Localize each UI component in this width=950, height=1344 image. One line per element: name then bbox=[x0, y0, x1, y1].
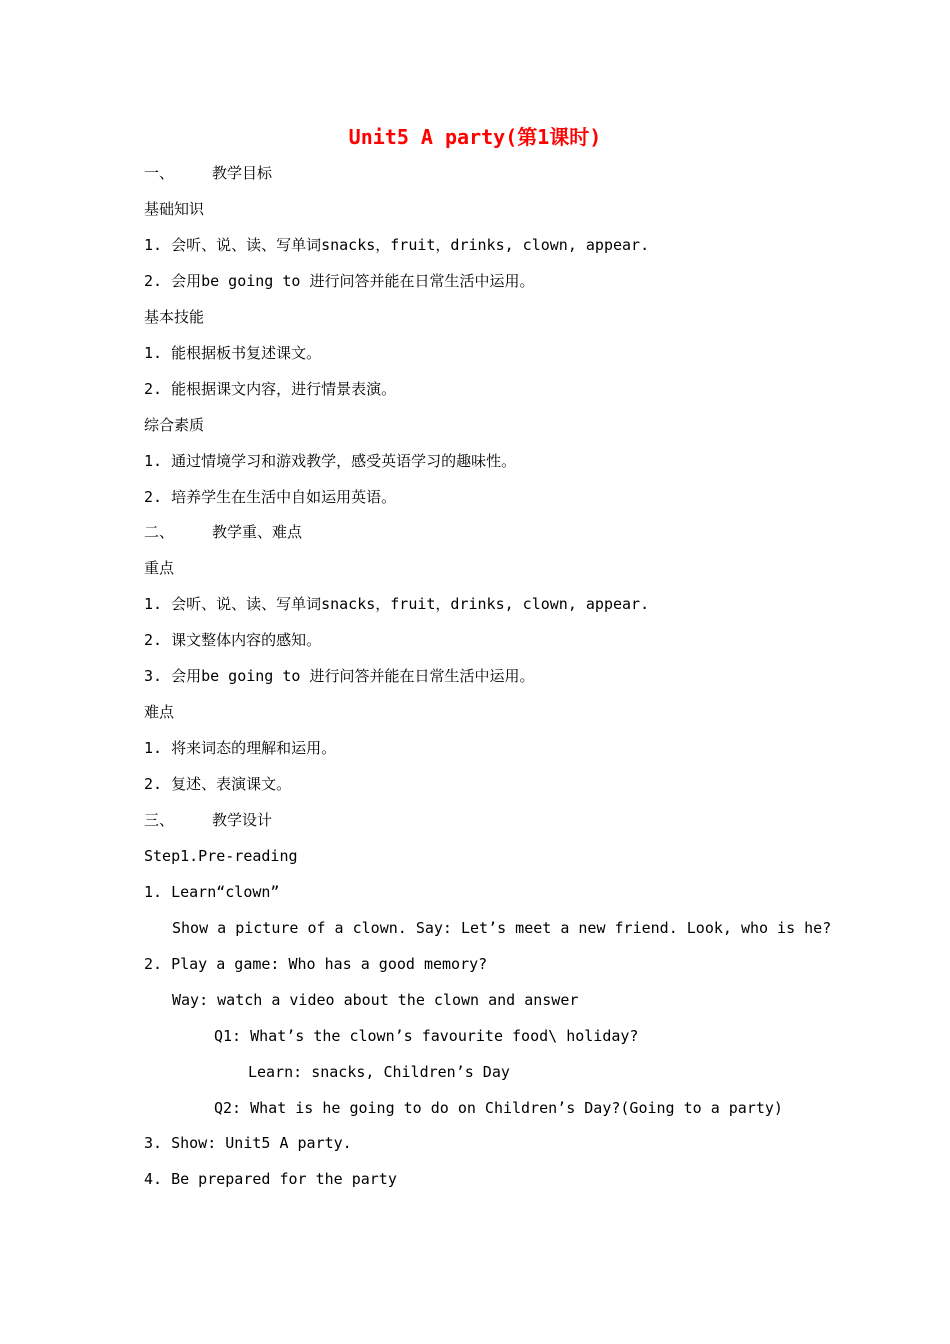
list-item: 1. 通过情境学习和游戏教学，感受英语学习的趣味性。 bbox=[144, 452, 517, 470]
section-label: 教学设计 bbox=[212, 811, 273, 829]
list-item: 1. 会听、说、读、写单词snacks，fruit，drinks, clown, appear. bbox=[144, 236, 650, 254]
list-item: 1. 能根据板书复述课文。 bbox=[144, 344, 322, 362]
subheading-key-points: 重点 bbox=[144, 559, 175, 577]
section-heading-1 bbox=[144, 162, 272, 184]
subheading-basic-skills: 基本技能 bbox=[144, 308, 205, 326]
list-item-detail: Way: watch a video about the clown and answer bbox=[172, 991, 579, 1009]
list-item: 2. 培养学生在生活中自如运用英语。 bbox=[144, 488, 397, 506]
list-item-detail: Show a picture of a clown. Say: Let’s meet a new friend. Look, who is he? bbox=[172, 919, 832, 937]
question-detail: Learn: snacks, Children’s Day bbox=[248, 1063, 510, 1081]
section-heading-3 bbox=[144, 809, 272, 831]
section-number: 一、 bbox=[144, 164, 175, 182]
list-item: 1. 将来词态的理解和运用。 bbox=[144, 739, 337, 757]
list-item: 2. 课文整体内容的感知。 bbox=[144, 631, 322, 649]
list-item: 2. Play a game: Who has a good memory? bbox=[144, 955, 488, 973]
list-item: 3. Show: Unit5 A party. bbox=[144, 1134, 352, 1152]
list-item: 2. 会用be going to 进行问答并能在日常生活中运用。 bbox=[144, 272, 535, 290]
section-number: 二、 bbox=[144, 523, 175, 541]
section-label: 教学重、难点 bbox=[212, 523, 303, 541]
section-label: 教学目标 bbox=[212, 164, 273, 182]
subheading-quality: 综合素质 bbox=[144, 416, 205, 434]
list-item: 1. Learn“clown” bbox=[144, 883, 280, 901]
section-number: 三、 bbox=[144, 811, 175, 829]
subheading-difficult: 难点 bbox=[144, 703, 175, 721]
list-item: 2. 能根据课文内容，进行情景表演。 bbox=[144, 380, 397, 398]
list-item: 2. 复述、表演课文。 bbox=[144, 775, 292, 793]
list-item: 1. 会听、说、读、写单词snacks，fruit，drinks, clown, appear. bbox=[144, 595, 650, 613]
section-heading-2 bbox=[144, 521, 302, 543]
question-item: Q2: What is he going to do on Children’s Day?(Going to a party) bbox=[214, 1099, 783, 1117]
document-title: Unit5 A party(第1课时) bbox=[348, 125, 602, 149]
list-item: 3. 会用be going to 进行问答并能在日常生活中运用。 bbox=[144, 667, 535, 685]
step-heading: Step1.Pre-reading bbox=[144, 847, 298, 865]
subheading-basic-knowledge: 基础知识 bbox=[144, 200, 205, 218]
question-item: Q1: What’s the clown’s favourite food\ holiday? bbox=[214, 1027, 639, 1045]
list-item: 4. Be prepared for the party bbox=[144, 1170, 397, 1188]
